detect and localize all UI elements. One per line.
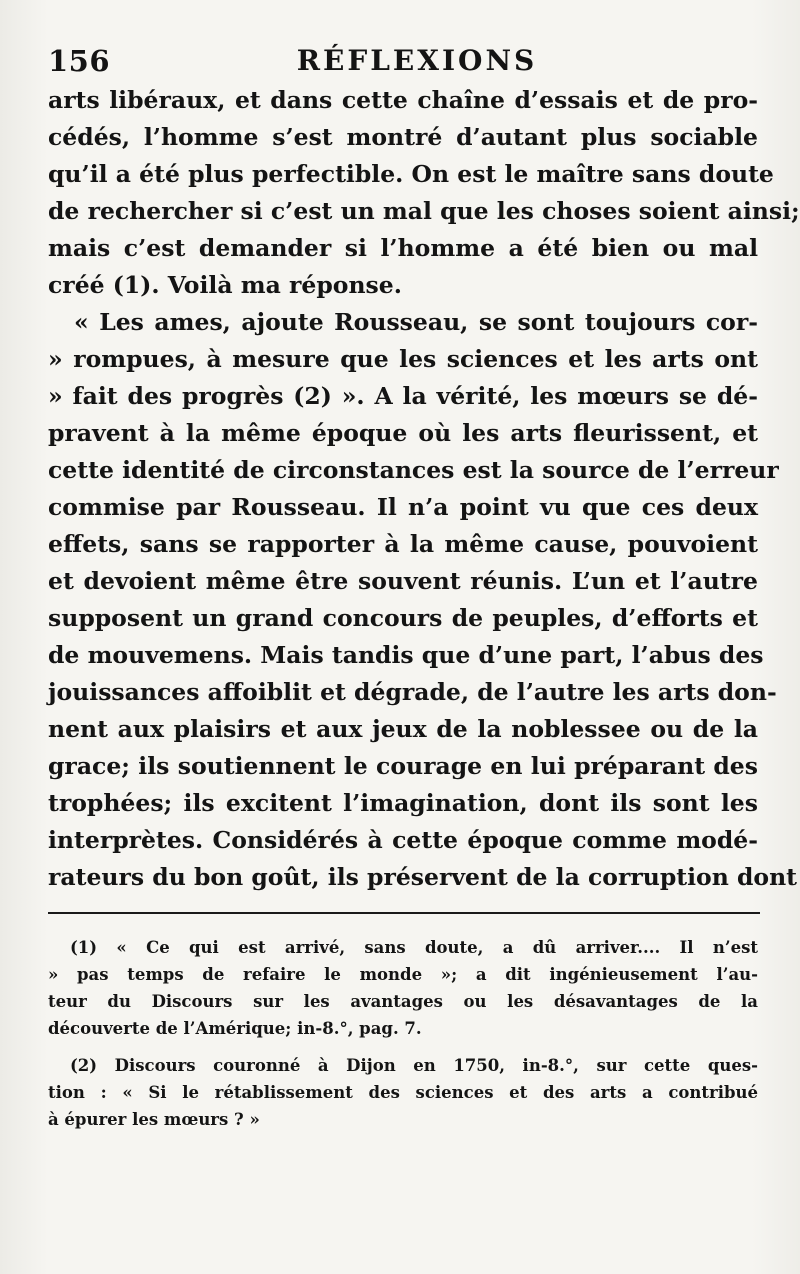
text-line: mais c’est demander si l’homme a été bien ou mal: [48, 234, 758, 262]
text-line: commise par Rousseau. Il n’a point vu que ces deux: [48, 493, 758, 521]
text-line: créé (1). Voilà ma réponse.: [48, 271, 402, 299]
text-line: » fait des progrès (2) ». A la vérité, les mœurs se dé-: [48, 382, 758, 410]
text-line: grace; ils soutiennent le courage en lui préparant des: [48, 752, 758, 780]
text-line: qu’il a été plus perfectible. On est le maître sans doute: [48, 160, 774, 188]
footnote-line: teur du Discours sur les avantages ou les désavantages de la: [48, 992, 758, 1011]
text-line: » rompues, à mesure que les sciences et les arts ont: [48, 345, 758, 373]
text-line: et devoient même être souvent réunis. L’un et l’autre: [48, 567, 758, 595]
text-line: pravent à la même époque où les arts fleurissent, et: [48, 419, 758, 447]
page-header: [48, 40, 756, 84]
text-line: interprètes. Considérés à cette époque comme modé-: [48, 826, 758, 854]
text-line: supposent un grand concours de peuples, d’efforts et: [48, 604, 758, 632]
footnote-line: découverte de l’Amérique; in-8.°, pag. 7.: [48, 1019, 422, 1038]
text-line: effets, sans se rapporter à la même cause, pouvoient: [48, 530, 758, 558]
text-line: trophées; ils excitent l’imagination, dont ils sont les: [48, 789, 758, 817]
text-line: cédés, l’homme s’est montré d’autant plus sociable: [48, 123, 758, 151]
footnote-gap: [48, 1042, 758, 1052]
main-text: [48, 82, 800, 896]
text-line: de rechercher si c’est un mal que les choses soient ainsi;: [48, 197, 800, 225]
text-line: cette identité de circonstances est la source de l’erreur: [48, 456, 779, 484]
text-line: arts libéraux, et dans cette chaîne d’essais et de pro-: [48, 86, 758, 114]
footnote-rule: [48, 912, 760, 914]
text-line: « Les ames, ajoute Rousseau, se sont toujours cor-: [74, 308, 758, 336]
running-title: RÉFLEXIONS: [296, 44, 538, 77]
text-line: jouissances affoiblit et dégrade, de l’autre les arts don-: [48, 678, 777, 706]
text-line: nent aux plaisirs et aux jeux de la noblessee ou de la: [48, 715, 758, 743]
footnote-line: (2) Discours couronné à Dijon en 1750, in-8.°, sur cette ques-: [70, 1056, 758, 1075]
footnote-line: tion : « Si le rétablissement des sciences et des arts a contribué: [48, 1083, 758, 1102]
page-number: 156: [48, 44, 111, 78]
footnote-line: » pas temps de refaire le monde »; a dit ingénieusement l’au-: [48, 965, 758, 984]
text-line: rateurs du bon goût, ils préservent de la corruption dont: [48, 863, 798, 891]
footnotes: [48, 934, 758, 1133]
footnote-line: (1) « Ce qui est arrivé, sans doute, a dû arriver.... Il n’est: [70, 938, 758, 957]
text-line: de mouvemens. Mais tandis que d’une part, l’abus des: [48, 641, 764, 669]
footnote-line: à épurer les mœurs ? »: [48, 1110, 260, 1129]
